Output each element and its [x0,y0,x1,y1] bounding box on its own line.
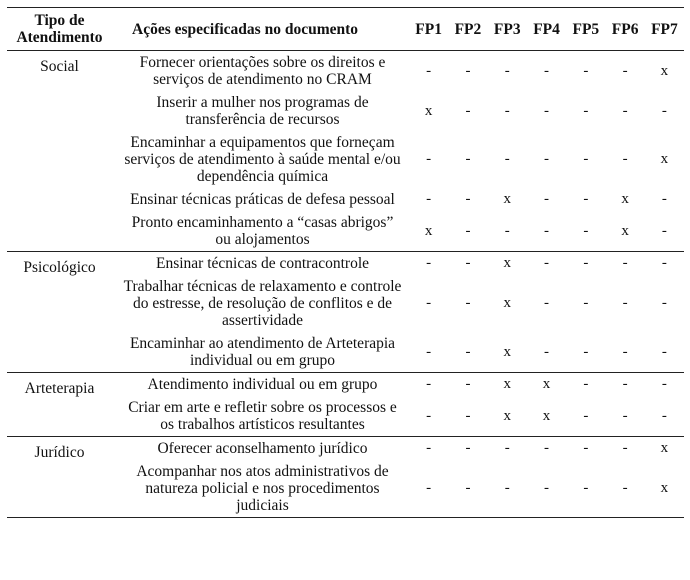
fp7-mark-cell: - [661,191,667,207]
fp2-mark-cell: - [465,407,471,424]
fp1-mark-cell: - [426,255,432,271]
table-header [7,8,684,51]
fp3-mark-cell: - [504,151,510,167]
table-row [7,51,684,92]
fp2-mark-cell: - [465,102,471,119]
header-fp7: FP7 [651,20,678,38]
fp2-mark-cell: - [465,480,471,496]
fp7-mark-cell: x [660,151,669,167]
fp5-mark-cell: - [583,407,589,424]
fp1-mark-cell: - [426,440,432,456]
fp3-mark-cell: - [504,440,510,456]
fp2-mark-cell: - [465,440,471,456]
fp4-mark-cell: - [544,222,550,239]
fp3-mark-cell: - [504,62,510,79]
fp5-mark-cell: - [583,376,589,392]
fp7-mark-cell: - [661,222,667,239]
acao-cell: Oferecer aconselhamento jurídico [157,440,368,457]
fp7-mark-cell: - [661,407,667,424]
fp5-mark-cell: - [583,62,589,79]
fp5-mark-cell: - [583,151,589,167]
fp4-mark-cell: - [544,62,550,79]
fp4-mark-cell: - [544,480,550,496]
fp1-mark-cell: - [426,407,432,424]
fp3-mark-cell: - [504,222,510,239]
fp1-mark-cell: - [426,480,432,496]
fp7-mark-cell: - [661,376,667,392]
fp4-mark-cell: - [544,191,550,207]
fp4-mark-cell: x [542,376,551,392]
header-fp1: FP1 [415,20,442,38]
fp6-mark-cell: - [622,407,628,424]
fp3-mark-cell: - [504,102,510,119]
fp1-mark-cell: - [426,295,432,311]
fp1-mark-cell: - [426,343,432,360]
tipo-cell: Jurídico [34,444,85,461]
fp4-mark-cell: - [544,440,550,456]
fp5-mark-cell: - [583,222,589,239]
fp5-mark-cell: - [583,191,589,207]
fp7-mark-cell: - [661,343,667,360]
fp6-mark-cell: - [622,480,628,496]
header-tipo: Tipo de Atendimento [16,12,103,46]
group-0 [7,51,684,252]
acao-cell: Ensinar técnicas de contracontrole [155,255,370,272]
fp3-mark-cell: x [503,255,511,271]
table-row [7,373,684,397]
fp3-mark-cell: - [504,480,510,496]
group-3 [7,437,684,518]
fp2-mark-cell: - [465,376,471,392]
fp6-mark-cell: - [622,376,628,392]
fp6-mark-cell: - [622,295,628,311]
acao-cell: Atendimento individual ou em grupo [147,376,378,393]
table-row [7,252,684,276]
fp7-mark-cell: x [660,440,669,456]
fp5-mark-cell: - [583,480,589,496]
header-fp5: FP5 [572,20,600,38]
fp1-mark-cell: - [426,62,432,79]
fp6-mark-cell: x [621,222,629,239]
fp6-mark-cell: - [622,151,628,167]
group-1 [7,252,684,373]
fp1-mark-cell: x [424,102,433,119]
table-row [7,437,684,461]
fp5-mark-cell: - [583,255,589,271]
fp2-mark-cell: - [465,62,471,79]
fp7-mark-cell: - [661,295,667,311]
acao-cell: Encaminhar a equipamentos que forneçam serviços de atendimento à saúde mental e/ou dependência química [124,134,401,185]
header-fp3: FP3 [493,20,521,38]
fp4-mark-cell: x [542,407,551,424]
acao-cell: Fornecer orientações sobre os direitos e serviços de atendimento no CRAM [139,54,386,88]
fp3-mark-cell: x [503,376,511,392]
fp6-mark-cell: - [622,255,628,271]
header-fp2: FP2 [454,20,482,38]
fp2-mark-cell: - [465,295,471,311]
fp1-mark-cell: x [424,222,433,239]
fp7-mark-cell: x [660,480,669,496]
group-2 [7,373,684,437]
fp2-mark-cell: - [465,343,471,360]
fp1-mark-cell: - [426,191,432,207]
fp3-mark-cell: x [503,191,511,207]
header-acoes: Ações especificadas no documento [132,20,359,38]
fp4-mark-cell: - [544,343,550,360]
attendance-table [7,7,684,518]
fp3-mark-cell: x [503,407,511,424]
fp1-mark-cell: - [426,376,432,392]
acao-cell: Pronto encaminhamento a “casas abrigos” ou alojamentos [131,214,394,248]
fp5-mark-cell: - [583,102,589,119]
fp7-mark-cell: - [661,102,667,119]
fp4-mark-cell: - [544,255,550,271]
acao-cell: Encaminhar ao atendimento de Arteterapia individual ou em grupo [129,335,396,369]
fp6-mark-cell: - [622,102,628,119]
fp5-mark-cell: - [583,343,589,360]
acao-cell: Acompanhar nos atos administrativos de natureza policial e nos procedimentos judiciais [136,463,389,514]
fp1-mark-cell: - [426,151,432,167]
acao-cell: Criar em arte e refletir sobre os processos e os trabalhos artísticos resultantes [128,399,397,433]
tipo-cell: Arteterapia [24,380,95,397]
fp4-mark-cell: - [544,295,550,311]
tipo-cell: Psicológico [23,259,96,276]
fp5-mark-cell: - [583,295,589,311]
fp6-mark-cell: x [621,191,629,207]
acao-cell: Inserir a mulher nos programas de transferência de recursos [156,94,369,128]
fp7-mark-cell: - [661,255,667,271]
acao-cell: Trabalhar técnicas de relaxamento e controle do estresse, de resolução de conflitos e de assertividade [123,278,402,329]
fp6-mark-cell: - [622,62,628,79]
fp5-mark-cell: - [583,440,589,456]
fp2-mark-cell: - [465,222,471,239]
header-fp4: FP4 [533,20,560,38]
fp2-mark-cell: - [465,255,471,271]
fp3-mark-cell: x [503,295,511,311]
fp2-mark-cell: - [465,151,471,167]
header-fp6: FP6 [611,20,639,38]
fp4-mark-cell: - [544,102,550,119]
fp4-mark-cell: - [544,151,550,167]
fp6-mark-cell: - [622,440,628,456]
fp6-mark-cell: - [622,343,628,360]
tipo-cell: Social [40,58,79,75]
fp2-mark-cell: - [465,191,471,207]
fp3-mark-cell: x [503,343,511,360]
acao-cell: Ensinar técnicas práticas de defesa pessoal [130,191,395,208]
fp7-mark-cell: x [660,62,669,79]
